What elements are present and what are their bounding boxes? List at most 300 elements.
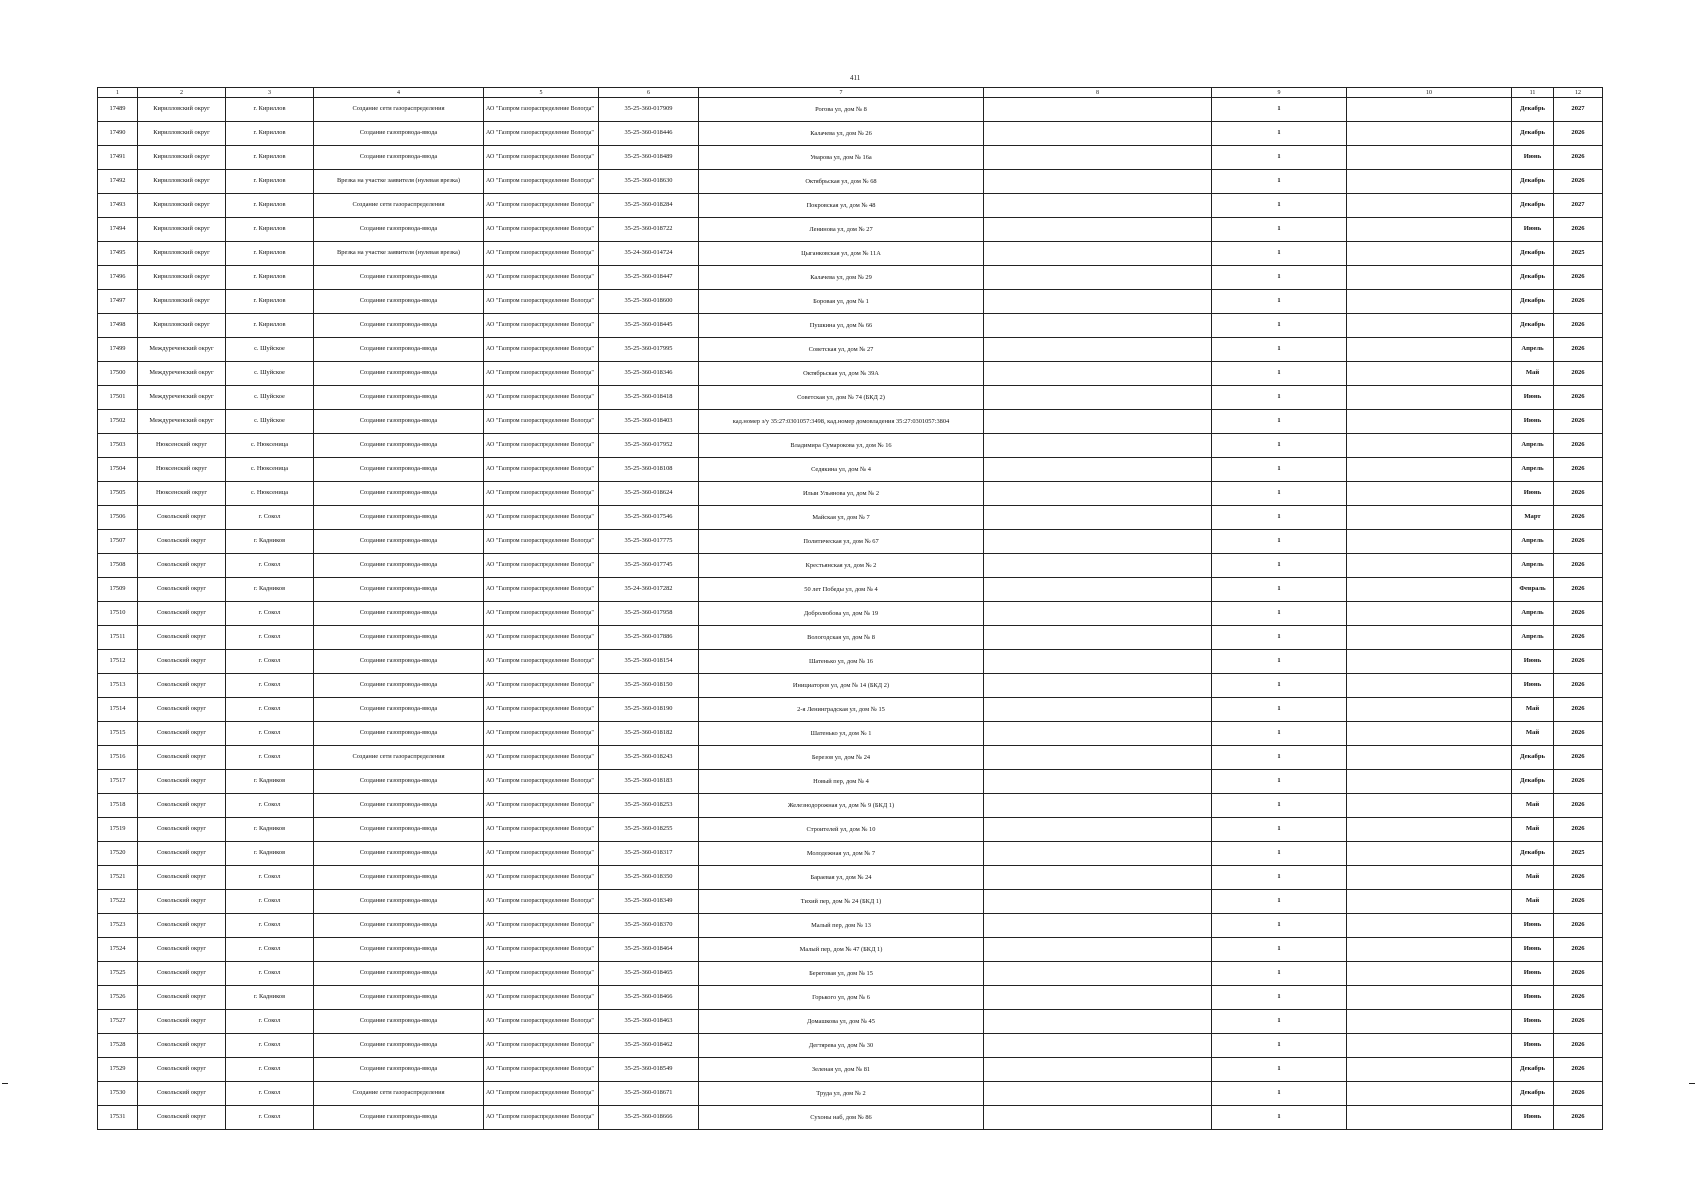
district-cell: Сокольский округ	[138, 1106, 226, 1130]
row-number: 17501	[98, 386, 138, 410]
quantity-cell: 1	[1212, 434, 1347, 458]
quantity-cell: 1	[1212, 938, 1347, 962]
locality-cell: с. Шуйское	[226, 338, 314, 362]
row-number: 17525	[98, 962, 138, 986]
month-cell: Апрель	[1512, 626, 1554, 650]
column-header: 6	[599, 88, 699, 98]
address-cell: Политическая ул, дом № 67	[699, 530, 984, 554]
district-cell: Сокольский округ	[138, 602, 226, 626]
month-cell: Июнь	[1512, 1010, 1554, 1034]
row-number: 17515	[98, 722, 138, 746]
column-10-cell	[1347, 242, 1512, 266]
year-cell: 2026	[1554, 1058, 1603, 1082]
column-10-cell	[1347, 626, 1512, 650]
month-cell: Июнь	[1512, 1034, 1554, 1058]
locality-cell: г. Сокол	[226, 722, 314, 746]
district-cell: Кирилловский округ	[138, 98, 226, 122]
month-cell: Декабрь	[1512, 1082, 1554, 1106]
quantity-cell: 1	[1212, 458, 1347, 482]
district-cell: Сокольский округ	[138, 866, 226, 890]
column-10-cell	[1347, 266, 1512, 290]
column-10-cell	[1347, 1010, 1512, 1034]
year-cell: 2026	[1554, 986, 1603, 1010]
column-8-cell	[984, 530, 1212, 554]
district-cell: Сокольский округ	[138, 650, 226, 674]
address-cell: Железнодорожная ул, дом № 9 (БКД 1)	[699, 794, 984, 818]
month-cell: Апрель	[1512, 530, 1554, 554]
quantity-cell: 1	[1212, 890, 1347, 914]
left-edge-mark	[2, 1083, 8, 1084]
work-type-cell: Создание сети газораспределения	[314, 746, 484, 770]
address-cell: Рогова ул, дом № 8	[699, 98, 984, 122]
quantity-cell: 1	[1212, 1034, 1347, 1058]
quantity-cell: 1	[1212, 746, 1347, 770]
table-row	[98, 530, 1603, 554]
locality-cell: г. Кириллов	[226, 98, 314, 122]
locality-cell: г. Сокол	[226, 962, 314, 986]
district-cell: Кирилловский округ	[138, 218, 226, 242]
month-cell: Декабрь	[1512, 314, 1554, 338]
column-10-cell	[1347, 866, 1512, 890]
address-cell: Калачева ул, дом № 29	[699, 266, 984, 290]
district-cell: Междуреченский округ	[138, 338, 226, 362]
table-row	[98, 1106, 1603, 1130]
work-type-cell: Создание газопровода-ввода	[314, 458, 484, 482]
district-cell: Сокольский округ	[138, 890, 226, 914]
year-cell: 2026	[1554, 506, 1603, 530]
row-number: 17503	[98, 434, 138, 458]
column-10-cell	[1347, 122, 1512, 146]
address-cell: Бараевая ул, дом № 24	[699, 866, 984, 890]
address-cell: Октябрьская ул, дом № 39А	[699, 362, 984, 386]
month-cell: Июнь	[1512, 410, 1554, 434]
address-cell: Шатенько ул, дом № 1	[699, 722, 984, 746]
locality-cell: г. Кадников	[226, 530, 314, 554]
address-cell: кад.номер з/у 35:27:0301057:3498, кад.номер домовладения 35:27:0301057:3804	[699, 410, 984, 434]
locality-cell: г. Сокол	[226, 866, 314, 890]
quantity-cell: 1	[1212, 1082, 1347, 1106]
row-number: 17500	[98, 362, 138, 386]
locality-cell: г. Сокол	[226, 602, 314, 626]
work-type-cell: Создание газопровода-ввода	[314, 1058, 484, 1082]
work-type-cell: Создание сети газораспределения	[314, 194, 484, 218]
column-8-cell	[984, 194, 1212, 218]
row-number: 17504	[98, 458, 138, 482]
operator-cell: АО "Газпром газораспределение Вологда"	[484, 194, 599, 218]
column-8-cell	[984, 746, 1212, 770]
locality-cell: г. Кадников	[226, 770, 314, 794]
year-cell: 2026	[1554, 386, 1603, 410]
operator-cell: АО "Газпром газораспределение Вологда"	[484, 290, 599, 314]
row-number: 17514	[98, 698, 138, 722]
row-number: 17507	[98, 530, 138, 554]
quantity-cell: 1	[1212, 386, 1347, 410]
work-type-cell: Создание газопровода-ввода	[314, 866, 484, 890]
work-type-cell: Создание сети газораспределения	[314, 1082, 484, 1106]
locality-cell: г. Сокол	[226, 554, 314, 578]
quantity-cell: 1	[1212, 170, 1347, 194]
table-row	[98, 314, 1603, 338]
cadastre-cell: 35-25-360-018154	[599, 650, 699, 674]
column-10-cell	[1347, 506, 1512, 530]
cadastre-cell: 35-25-360-018489	[599, 146, 699, 170]
column-10-cell	[1347, 1058, 1512, 1082]
cadastre-cell: 35-25-360-018446	[599, 122, 699, 146]
table-row	[98, 1034, 1603, 1058]
address-cell: Покровская ул, дом № 48	[699, 194, 984, 218]
address-cell: Калачева ул, дом № 26	[699, 122, 984, 146]
month-cell: Июнь	[1512, 482, 1554, 506]
district-cell: Сокольский округ	[138, 842, 226, 866]
month-cell: Май	[1512, 698, 1554, 722]
locality-cell: г. Сокол	[226, 746, 314, 770]
address-cell: Инициаторов ул, дом № 14 (БКД 2)	[699, 674, 984, 698]
operator-cell: АО "Газпром газораспределение Вологда"	[484, 554, 599, 578]
locality-cell: г. Сокол	[226, 674, 314, 698]
row-number: 17494	[98, 218, 138, 242]
month-cell: Декабрь	[1512, 170, 1554, 194]
year-cell: 2026	[1554, 818, 1603, 842]
year-cell: 2026	[1554, 626, 1603, 650]
column-header: 1	[98, 88, 138, 98]
cadastre-cell: 35-25-360-017995	[599, 338, 699, 362]
cadastre-cell: 35-25-360-018150	[599, 674, 699, 698]
work-type-cell: Создание газопровода-ввода	[314, 506, 484, 530]
quantity-cell: 1	[1212, 482, 1347, 506]
operator-cell: АО "Газпром газораспределение Вологда"	[484, 530, 599, 554]
row-number: 17490	[98, 122, 138, 146]
column-10-cell	[1347, 530, 1512, 554]
cadastre-cell: 35-25-360-018464	[599, 938, 699, 962]
table-row	[98, 962, 1603, 986]
operator-cell: АО "Газпром газораспределение Вологда"	[484, 434, 599, 458]
locality-cell: г. Сокол	[226, 1082, 314, 1106]
address-cell: Малый пер, дом № 47 (БКД 1)	[699, 938, 984, 962]
quantity-cell: 1	[1212, 554, 1347, 578]
row-number: 17498	[98, 314, 138, 338]
table-row	[98, 386, 1603, 410]
district-cell: Сокольский округ	[138, 986, 226, 1010]
column-8-cell	[984, 1010, 1212, 1034]
year-cell: 2026	[1554, 914, 1603, 938]
column-8-cell	[984, 770, 1212, 794]
work-type-cell: Создание газопровода-ввода	[314, 578, 484, 602]
operator-cell: АО "Газпром газораспределение Вологда"	[484, 1082, 599, 1106]
work-type-cell: Создание газопровода-ввода	[314, 530, 484, 554]
district-cell: Кирилловский округ	[138, 290, 226, 314]
work-type-cell: Врезка на участке заявителя (нулевая врезка)	[314, 242, 484, 266]
work-type-cell: Создание газопровода-ввода	[314, 914, 484, 938]
work-type-cell: Создание газопровода-ввода	[314, 698, 484, 722]
locality-cell: г. Кириллов	[226, 194, 314, 218]
operator-cell: АО "Газпром газораспределение Вологда"	[484, 458, 599, 482]
cadastre-cell: 35-25-360-017958	[599, 602, 699, 626]
row-number: 17518	[98, 794, 138, 818]
table-row	[98, 1010, 1603, 1034]
table-row	[98, 602, 1603, 626]
cadastre-cell: 35-24-360-014724	[599, 242, 699, 266]
operator-cell: АО "Газпром газораспределение Вологда"	[484, 938, 599, 962]
table-row	[98, 650, 1603, 674]
work-type-cell: Создание газопровода-ввода	[314, 266, 484, 290]
column-10-cell	[1347, 962, 1512, 986]
month-cell: Апрель	[1512, 458, 1554, 482]
column-10-cell	[1347, 698, 1512, 722]
locality-cell: с. Нюксеница	[226, 434, 314, 458]
quantity-cell: 1	[1212, 338, 1347, 362]
column-8-cell	[984, 698, 1212, 722]
column-8-cell	[984, 602, 1212, 626]
column-header: 5	[484, 88, 599, 98]
column-10-cell	[1347, 986, 1512, 1010]
address-cell: Советская ул, дом № 27	[699, 338, 984, 362]
column-10-cell	[1347, 290, 1512, 314]
address-cell: Дегтярева ул, дом № 30	[699, 1034, 984, 1058]
column-8-cell	[984, 290, 1212, 314]
column-header: 10	[1347, 88, 1512, 98]
year-cell: 2026	[1554, 890, 1603, 914]
table-row	[98, 698, 1603, 722]
table-row	[98, 122, 1603, 146]
column-8-cell	[984, 650, 1212, 674]
work-type-cell: Создание газопровода-ввода	[314, 626, 484, 650]
address-cell: Цыганковская ул, дом № 11А	[699, 242, 984, 266]
operator-cell: АО "Газпром газораспределение Вологда"	[484, 794, 599, 818]
cadastre-cell: 35-25-360-018403	[599, 410, 699, 434]
address-cell: Молодежная ул, дом № 7	[699, 842, 984, 866]
column-10-cell	[1347, 362, 1512, 386]
address-cell: Добролюбова ул, дом № 19	[699, 602, 984, 626]
district-cell: Нюксенский округ	[138, 458, 226, 482]
quantity-cell: 1	[1212, 506, 1347, 530]
month-cell: Декабрь	[1512, 194, 1554, 218]
locality-cell: г. Сокол	[226, 1034, 314, 1058]
month-cell: Декабрь	[1512, 266, 1554, 290]
quantity-cell: 1	[1212, 842, 1347, 866]
work-type-cell: Создание газопровода-ввода	[314, 482, 484, 506]
row-number: 17530	[98, 1082, 138, 1106]
column-8-cell	[984, 506, 1212, 530]
column-8-cell	[984, 146, 1212, 170]
year-cell: 2026	[1554, 866, 1603, 890]
year-cell: 2026	[1554, 1034, 1603, 1058]
quantity-cell: 1	[1212, 314, 1347, 338]
table-row	[98, 794, 1603, 818]
year-cell: 2026	[1554, 722, 1603, 746]
year-cell: 2025	[1554, 242, 1603, 266]
operator-cell: АО "Газпром газораспределение Вологда"	[484, 650, 599, 674]
operator-cell: АО "Газпром газораспределение Вологда"	[484, 266, 599, 290]
table-row	[98, 578, 1603, 602]
address-cell: Седякина ул, дом № 4	[699, 458, 984, 482]
table-row	[98, 626, 1603, 650]
operator-cell: АО "Газпром газораспределение Вологда"	[484, 962, 599, 986]
address-cell: Сухоны наб, дом № 86	[699, 1106, 984, 1130]
column-10-cell	[1347, 890, 1512, 914]
month-cell: Декабрь	[1512, 842, 1554, 866]
work-type-cell: Создание газопровода-ввода	[314, 362, 484, 386]
column-10-cell	[1347, 218, 1512, 242]
cadastre-cell: 35-25-360-018666	[599, 1106, 699, 1130]
month-cell: Июнь	[1512, 938, 1554, 962]
column-8-cell	[984, 458, 1212, 482]
month-cell: Июнь	[1512, 674, 1554, 698]
district-cell: Сокольский округ	[138, 506, 226, 530]
quantity-cell: 1	[1212, 98, 1347, 122]
address-cell: Зеленая ул, дом № 81	[699, 1058, 984, 1082]
locality-cell: г. Сокол	[226, 506, 314, 530]
cadastre-cell: 35-25-360-018462	[599, 1034, 699, 1058]
quantity-cell: 1	[1212, 602, 1347, 626]
cadastre-cell: 35-25-360-018671	[599, 1082, 699, 1106]
month-cell: Июнь	[1512, 914, 1554, 938]
district-cell: Кирилловский округ	[138, 266, 226, 290]
column-8-cell	[984, 122, 1212, 146]
quantity-cell: 1	[1212, 530, 1347, 554]
row-number: 17489	[98, 98, 138, 122]
locality-cell: г. Кадников	[226, 842, 314, 866]
locality-cell: г. Сокол	[226, 650, 314, 674]
locality-cell: г. Сокол	[226, 626, 314, 650]
column-10-cell	[1347, 674, 1512, 698]
year-cell: 2026	[1554, 122, 1603, 146]
operator-cell: АО "Газпром газораспределение Вологда"	[484, 818, 599, 842]
column-8-cell	[984, 410, 1212, 434]
month-cell: Май	[1512, 794, 1554, 818]
year-cell: 2026	[1554, 314, 1603, 338]
cadastre-cell: 35-25-360-018284	[599, 194, 699, 218]
year-cell: 2026	[1554, 794, 1603, 818]
column-header: 8	[984, 88, 1212, 98]
work-type-cell: Создание газопровода-ввода	[314, 218, 484, 242]
table-row	[98, 986, 1603, 1010]
month-cell: Декабрь	[1512, 98, 1554, 122]
work-type-cell: Создание газопровода-ввода	[314, 722, 484, 746]
cadastre-cell: 35-25-360-017775	[599, 530, 699, 554]
column-8-cell	[984, 1058, 1212, 1082]
address-cell: Горького ул, дом № 6	[699, 986, 984, 1010]
column-10-cell	[1347, 554, 1512, 578]
operator-cell: АО "Газпром газораспределение Вологда"	[484, 218, 599, 242]
column-8-cell	[984, 722, 1212, 746]
year-cell: 2026	[1554, 1010, 1603, 1034]
column-8-cell	[984, 98, 1212, 122]
column-8-cell	[984, 578, 1212, 602]
column-8-cell	[984, 266, 1212, 290]
row-number: 17526	[98, 986, 138, 1010]
column-10-cell	[1347, 770, 1512, 794]
month-cell: Июнь	[1512, 650, 1554, 674]
cadastre-cell: 35-25-360-018722	[599, 218, 699, 242]
locality-cell: г. Кадников	[226, 986, 314, 1010]
cadastre-cell: 35-25-360-018182	[599, 722, 699, 746]
cadastre-cell: 35-25-360-018183	[599, 770, 699, 794]
month-cell: Апрель	[1512, 554, 1554, 578]
district-cell: Сокольский округ	[138, 1010, 226, 1034]
locality-cell: г. Сокол	[226, 698, 314, 722]
year-cell: 2026	[1554, 290, 1603, 314]
work-type-cell: Создание газопровода-ввода	[314, 290, 484, 314]
locality-cell: г. Кадников	[226, 818, 314, 842]
row-number: 17513	[98, 674, 138, 698]
row-number: 17496	[98, 266, 138, 290]
address-cell: Шатенько ул, дом № 16	[699, 650, 984, 674]
month-cell: Июнь	[1512, 1106, 1554, 1130]
column-10-cell	[1347, 722, 1512, 746]
operator-cell: АО "Газпром газораспределение Вологда"	[484, 314, 599, 338]
month-cell: Июнь	[1512, 386, 1554, 410]
column-8-cell	[984, 482, 1212, 506]
locality-cell: г. Сокол	[226, 938, 314, 962]
work-type-cell: Создание газопровода-ввода	[314, 410, 484, 434]
year-cell: 2026	[1554, 770, 1603, 794]
work-type-cell: Создание газопровода-ввода	[314, 338, 484, 362]
table-row	[98, 746, 1603, 770]
locality-cell: г. Сокол	[226, 890, 314, 914]
table-row	[98, 410, 1603, 434]
column-8-cell	[984, 170, 1212, 194]
month-cell: Июнь	[1512, 986, 1554, 1010]
column-8-cell	[984, 386, 1212, 410]
district-cell: Кирилловский округ	[138, 170, 226, 194]
gasification-table	[97, 87, 1603, 1130]
operator-cell: АО "Газпром газораспределение Вологда"	[484, 986, 599, 1010]
address-cell: Октябрьская ул, дом № 68	[699, 170, 984, 194]
column-8-cell	[984, 818, 1212, 842]
district-cell: Сокольский округ	[138, 530, 226, 554]
operator-cell: АО "Газпром газораспределение Вологда"	[484, 890, 599, 914]
district-cell: Сокольский округ	[138, 938, 226, 962]
address-cell: Малый пер, дом № 13	[699, 914, 984, 938]
operator-cell: АО "Газпром газораспределение Вологда"	[484, 506, 599, 530]
table-row	[98, 722, 1603, 746]
row-number: 17510	[98, 602, 138, 626]
work-type-cell: Создание газопровода-ввода	[314, 770, 484, 794]
column-header: 7	[699, 88, 984, 98]
column-10-cell	[1347, 194, 1512, 218]
year-cell: 2027	[1554, 98, 1603, 122]
month-cell: Декабрь	[1512, 290, 1554, 314]
year-cell: 2026	[1554, 218, 1603, 242]
year-cell: 2026	[1554, 170, 1603, 194]
address-cell: Майская ул, дом № 7	[699, 506, 984, 530]
address-cell: Крестьянская ул, дом № 2	[699, 554, 984, 578]
district-cell: Сокольский округ	[138, 674, 226, 698]
address-cell: Домашкова ул, дом № 45	[699, 1010, 984, 1034]
month-cell: Апрель	[1512, 602, 1554, 626]
row-number: 17491	[98, 146, 138, 170]
quantity-cell: 1	[1212, 1058, 1347, 1082]
row-number: 17493	[98, 194, 138, 218]
table-row	[98, 146, 1603, 170]
quantity-cell: 1	[1212, 986, 1347, 1010]
locality-cell: г. Кириллов	[226, 290, 314, 314]
district-cell: Сокольский округ	[138, 578, 226, 602]
column-10-cell	[1347, 146, 1512, 170]
column-10-cell	[1347, 818, 1512, 842]
operator-cell: АО "Газпром газораспределение Вологда"	[484, 1034, 599, 1058]
month-cell: Май	[1512, 866, 1554, 890]
work-type-cell: Создание сети газораспределения	[314, 98, 484, 122]
month-cell: Май	[1512, 722, 1554, 746]
work-type-cell: Создание газопровода-ввода	[314, 938, 484, 962]
cadastre-cell: 35-25-360-018600	[599, 290, 699, 314]
column-10-cell	[1347, 794, 1512, 818]
column-10-cell	[1347, 602, 1512, 626]
operator-cell: АО "Газпром газораспределение Вологда"	[484, 866, 599, 890]
quantity-cell: 1	[1212, 722, 1347, 746]
locality-cell: г. Кириллов	[226, 266, 314, 290]
